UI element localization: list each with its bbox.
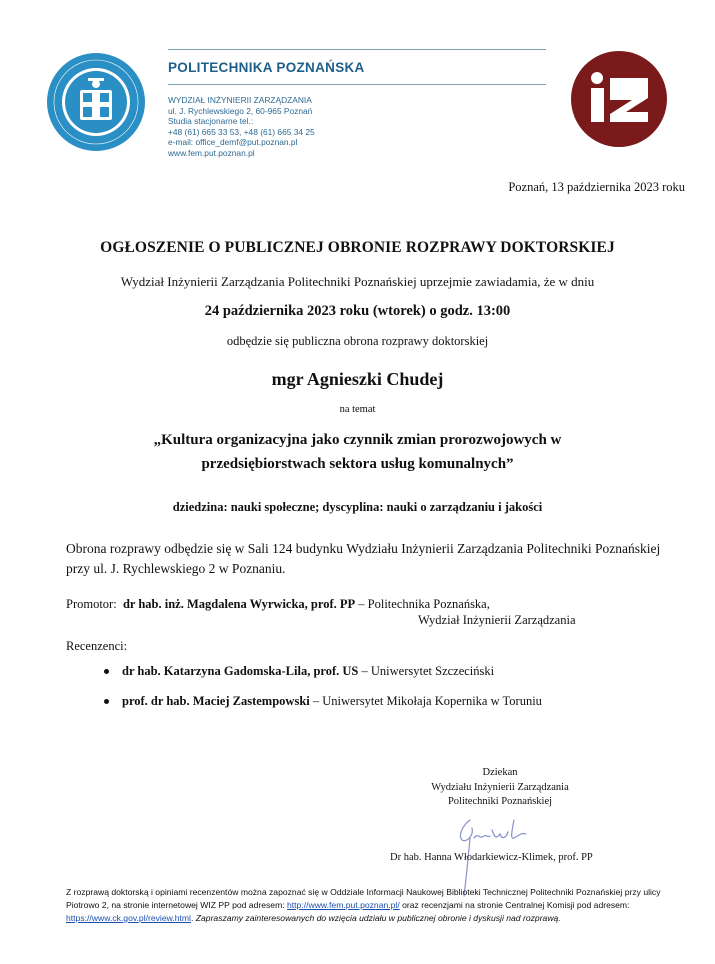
promotor-name: dr hab. inż. Magdalena Wyrwicka, prof. PP	[122, 597, 356, 611]
promotor-line	[66, 597, 490, 612]
announcement-title: OGŁOSZENIE O PUBLICZNEJ OBRONIE ROZPRAWY DOKTORSKIEJ	[100, 239, 615, 256]
footer-text-1: Z rozprawą doktorską i opiniami recenzentów można zapoznać się w Oddziale Informacji Naukowej Biblioteki Technicznej Politechniki Poznańskiej przy ulicy Piotrowo 2, na stronie internetowej WIZ PP pod adresem:	[66, 887, 661, 910]
dean-unit-1: Wydziału Inżynierii Zarządzania	[431, 781, 569, 793]
promotor-label: Promotor:	[66, 597, 117, 611]
footer-invitation: Zapraszamy zainteresowanych do wzięcia udziału w publicznej obronie i dyskusji nad rozprawą.	[195, 913, 561, 923]
university-name: POLITECHNIKA POZNAŃSKA	[168, 60, 365, 75]
reviewer-name: dr hab. Katarzyna Gadomska-Lila, prof. US	[122, 664, 359, 678]
footer-text-3: .	[190, 913, 196, 923]
department-name: WYDZIAŁ INŻYNIERII ZARZĄDZANIA	[168, 95, 312, 105]
promotor-faculty: Wydział Inżynierii Zarządzania	[418, 613, 576, 627]
defense-datetime: 24 października 2023 roku (wtorek) o godz. 13:00	[204, 303, 511, 319]
list-item	[104, 664, 494, 679]
phone-label: Studia stacjonarne tel.:	[168, 116, 254, 127]
fem-link[interactable]: http://www.fem.put.poznan.pl/	[287, 900, 400, 910]
dean-role: Dziekan	[482, 767, 518, 778]
header-address-block	[168, 95, 315, 159]
promotor-affiliation: – Politechnika Poznańska,	[355, 597, 490, 611]
candidate-name: mgr Agnieszki Chudej	[271, 369, 444, 389]
reviewer-name: prof. dr hab. Maciej Zastempowski	[122, 694, 310, 708]
university-seal	[46, 52, 146, 152]
topic-line-2: przedsiębiorstwach sektora usług komunalnych”	[201, 456, 514, 472]
reviewer-affiliation: – Uniwersytet Mikołaja Kopernika w Toruniu	[309, 694, 542, 708]
dean-title-block	[390, 766, 610, 810]
department-logo	[570, 50, 668, 148]
phone-numbers: +48 (61) 665 33 53, +48 (61) 665 34 25	[168, 126, 315, 137]
email-address[interactable]: e-mail: office_demf@put.poznan.pl	[168, 137, 298, 148]
ck-review-link[interactable]: https://www.ck.gov.pl/review.html	[66, 913, 191, 923]
website-address[interactable]: www.fem.put.poznan.pl	[168, 147, 255, 158]
footer-text-2: oraz recenzjami na stronie Centralnej Komisji pod adresem:	[399, 900, 630, 910]
field-discipline: dziedzina: nauki społeczne; dyscyplina: nauki o zarządzaniu i jakości	[172, 500, 543, 514]
dissertation-topic	[0, 428, 715, 476]
street-address: ul. J. Rychlewskiego 2, 60-965 Poznań	[168, 105, 313, 116]
reviewers-label: Recenzenci:	[66, 639, 128, 653]
dean-unit-2: Politechniki Poznańskiej	[447, 796, 553, 807]
list-item	[104, 694, 542, 709]
event-line: odbędzie się publiczna obrona rozprawy doktorskiej	[226, 334, 489, 348]
intro-line: Wydział Inżynierii Zarządzania Politechniki Poznańskiej uprzejmie zawiadamia, że w dniu	[120, 274, 595, 289]
location-paragraph: Obrona rozprawy odbędzie się w Sali 124 budynku Wydziału Inżynierii Zarządzania Politechniki Poznańskiej przy ul. J. Rychlewskiego 2 w Poznaniu.	[66, 541, 661, 576]
footer-note	[66, 886, 686, 925]
on-topic-label: na temat	[339, 404, 376, 415]
bullet-icon	[104, 669, 109, 674]
bullet-icon	[104, 699, 109, 704]
date-line: Poznań, 13 października 2023 roku	[508, 180, 685, 194]
topic-line-1: „Kultura organizacyjna jako czynnik zmian prorozwojowych w	[153, 432, 562, 448]
reviewer-affiliation: – Uniwersytet Szczeciński	[358, 664, 495, 678]
signer-name: Dr hab. Hanna Włodarkiewicz-Klimek, prof. PP	[390, 852, 593, 863]
